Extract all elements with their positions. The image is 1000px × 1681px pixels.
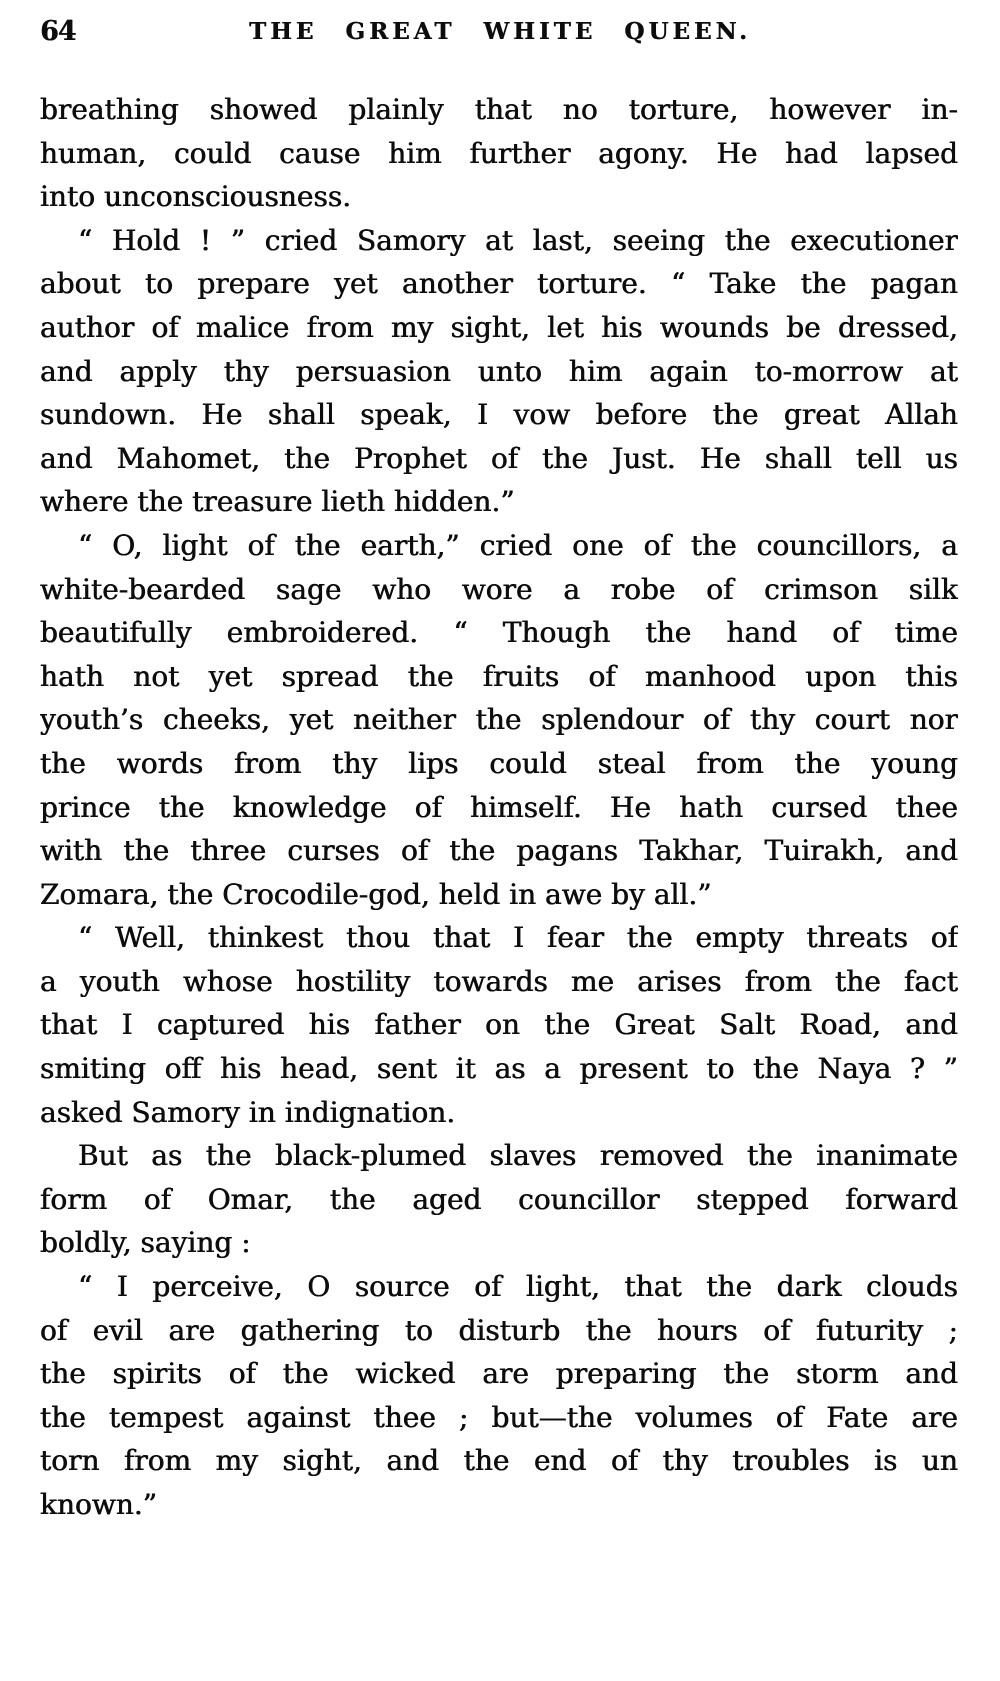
- text-line: a youth whose hostility towards me arises from the fact: [40, 964, 958, 998]
- paragraph: [40, 219, 958, 524]
- text-line: of evil are gathering to disturb the hours of futurity ;: [40, 1313, 958, 1347]
- text-line: smiting off his head, sent it as a present to the Naya ? ”: [40, 1052, 958, 1086]
- paragraph: [40, 916, 958, 1134]
- text-line: where the treasure lieth hidden.”: [40, 485, 515, 519]
- text-line: the words from thy lips could steal from the young: [40, 746, 958, 780]
- paragraph: [40, 88, 958, 219]
- running-header: THE GREAT WHITE QUEEN.: [248, 18, 752, 45]
- text-line: that I captured his father on the Great Salt Road, and: [40, 1008, 958, 1042]
- paragraph: [40, 1265, 958, 1527]
- text-line: white-bearded sage who wore a robe of crimson silk: [40, 572, 958, 606]
- text-line: and Mahomet, the Prophet of the Just. He shall tell us: [40, 441, 958, 475]
- text-line: youth’s cheeks, yet neither the splendour of thy court nor: [40, 703, 958, 737]
- text-line: about to prepare yet another torture. “ Take the pagan: [40, 267, 958, 301]
- text-line: and apply thy persuasion unto him again to-morrow at: [40, 354, 958, 388]
- text-line: “ Hold ! ” cried Samory at last, seeing the executioner: [78, 223, 958, 257]
- text-line: form of Omar, the aged councillor stepped forward: [40, 1182, 958, 1216]
- text-line: “ O, light of the earth,” cried one of the councillors, a: [78, 528, 958, 562]
- text-line: with the three curses of the pagans Takhar, Tuirakh, and: [40, 834, 958, 868]
- page-number: 64: [40, 16, 76, 47]
- text-line: hath not yet spread the fruits of manhood upon this: [40, 659, 958, 693]
- text-line: breathing showed plainly that no torture, however in-: [40, 93, 958, 126]
- paragraph: [40, 1134, 958, 1265]
- text-line: Zomara, the Crocodile-god, held in awe by all.”: [40, 877, 712, 911]
- text-line: beautifully embroidered. “ Though the hand of time: [40, 616, 958, 650]
- text-line: into unconsciousness.: [40, 180, 352, 214]
- text-line: author of malice from my sight, let his wounds be dressed,: [40, 310, 958, 344]
- text-line: torn from my sight, and the end of thy troubles is un: [40, 1444, 958, 1478]
- text-line: known.”: [40, 1488, 158, 1521]
- paragraph: [40, 524, 958, 916]
- text-line: human, could cause him further agony. He had lapsed: [40, 136, 958, 170]
- text-line: boldly, saying :: [40, 1226, 251, 1260]
- text-line: the spirits of the wicked are preparing the storm and: [40, 1357, 958, 1391]
- text-line: prince the knowledge of himself. He hath cursed thee: [40, 790, 958, 824]
- text-line: “ I perceive, O source of light, that the dark clouds: [78, 1270, 958, 1304]
- text-line: asked Samory in indignation.: [40, 1095, 456, 1129]
- page-body: [40, 88, 958, 1527]
- text-line: the tempest against thee ; but—the volumes of Fate are: [40, 1400, 958, 1434]
- text-line: “ Well, thinkest thou that I fear the empty threats of: [78, 921, 958, 955]
- text-line: sundown. He shall speak, I vow before the great Allah: [40, 398, 958, 432]
- text-line: But as the black-plumed slaves removed the inanimate: [78, 1139, 958, 1173]
